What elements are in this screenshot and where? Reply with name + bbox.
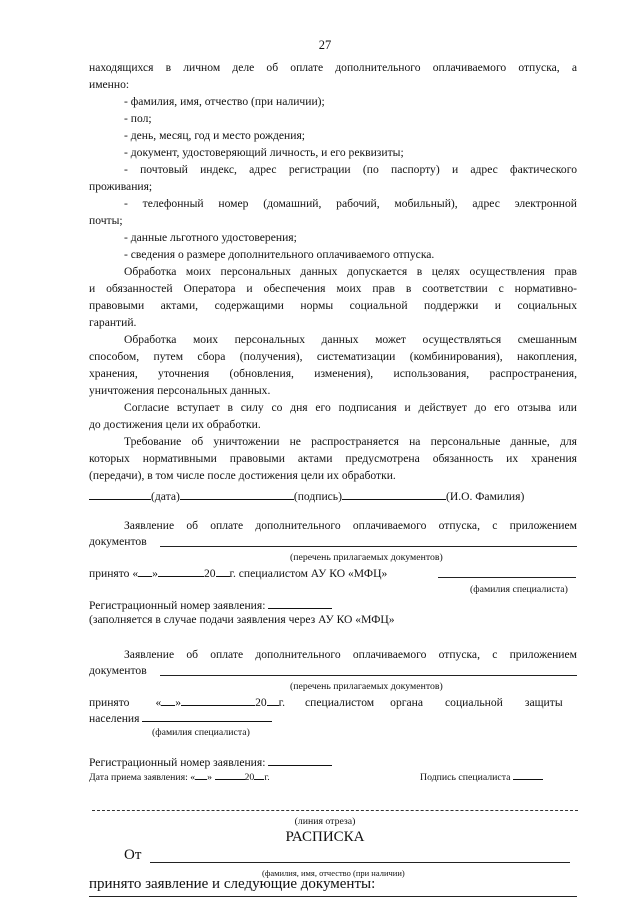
signature-blank[interactable] <box>180 488 294 500</box>
month-blank[interactable] <box>158 565 204 577</box>
name-blank[interactable] <box>342 488 446 500</box>
list-item: - почтовый индекс, адрес регистрации (по паспорту) и адрес фактического <box>124 163 577 176</box>
mfc-specialist-blank[interactable] <box>438 577 576 578</box>
year-blank[interactable] <box>216 565 230 577</box>
day-blank[interactable] <box>195 770 207 780</box>
list-item: - документ, удостоверяющий личность, и его реквизиты; <box>124 146 404 159</box>
paragraph-line: Согласие вступает в силу со дня его подписания и действует до его отзыва или <box>124 401 577 414</box>
year-blank[interactable] <box>254 770 264 780</box>
list-item: - данные льготного удостоверения; <box>124 231 297 244</box>
cut-line-label: (линия отреза) <box>294 816 356 827</box>
paragraph-line: правовыми актами, содержащими нормы социальной поддержки и социальных <box>89 299 577 312</box>
paragraph-line: которых нормативными правовыми актами предусмотрена обязанность их хранения <box>89 452 577 465</box>
mfc-specialist-hint: (фамилия специалиста) <box>470 584 568 595</box>
paragraph-line: гарантий. <box>89 316 137 329</box>
paragraph-line: Обработка моих персональных данных может осуществляться смешанным <box>124 333 577 346</box>
social-population: населения <box>89 710 272 726</box>
social-statement: Заявление об оплате дополнительного оплачиваемого отпуска, с приложением <box>124 648 577 661</box>
social-accepted-line: принято « » 20 г. специалистом органа социальной защиты <box>89 696 563 709</box>
list-item: - день, месяц, год и место рождения; <box>124 129 306 142</box>
receipt-from: От <box>124 847 142 863</box>
month-blank[interactable] <box>181 694 255 706</box>
receipt-date-line: Дата приема заявления: « » 20 г. <box>89 772 270 783</box>
paragraph-line: до достижения цели их обработки. <box>89 418 261 431</box>
reg-number-blank[interactable] <box>268 597 332 609</box>
mfc-accepted-line: принято « » 20 г. специалистом АУ КО «МФЦ» <box>89 567 388 580</box>
name-label: (И.О. Фамилия) <box>445 490 525 503</box>
social-documents-blank[interactable] <box>160 675 577 676</box>
receipt-title: РАСПИСКА <box>285 829 365 845</box>
social-documents: документов <box>89 664 147 677</box>
mfc-reg-note: (заполняется в случае подачи заявления через АУ КО «МФЦ» <box>89 613 395 626</box>
social-specialist-hint: (фамилия специалиста) <box>152 727 250 738</box>
signature-line <box>89 488 579 504</box>
social-documents-hint: (перечень прилагаемых документов) <box>290 681 443 692</box>
mfc-documents-hint: (перечень прилагаемых документов) <box>290 552 443 563</box>
signature-blank[interactable] <box>513 770 543 780</box>
date-label: (дата) <box>151 490 180 503</box>
reg-number-blank[interactable] <box>268 754 332 766</box>
mfc-documents-blank[interactable] <box>160 546 577 547</box>
paragraph-line: хранения, уточнения (обновления, изменения), использования, распространения, <box>89 367 577 380</box>
paragraph-line: уничтожения персональных данных. <box>89 384 271 397</box>
specialist-signature: Подпись специалиста <box>420 770 543 785</box>
list-item: - сведения о размере дополнительного оплачиваемого отпуска. <box>124 248 435 261</box>
month-blank[interactable] <box>215 770 245 780</box>
paragraph-line: (передачи), в том числе после достижения цели их обработки. <box>89 469 396 482</box>
list-item: - фамилия, имя, отчество (при наличии); <box>124 95 325 108</box>
paragraph-line: способом, путем сбора (получения), систематизации (комбинирования), накопления, <box>89 350 577 363</box>
receipt-docs-blank[interactable] <box>89 896 577 897</box>
mfc-statement: Заявление об оплате дополнительного оплачиваемого отпуска, с приложением <box>124 519 577 532</box>
day-blank[interactable] <box>161 694 175 706</box>
date-blank[interactable] <box>89 488 151 500</box>
receipt-fio-hint: (фамилия, имя, отчество (при наличии) <box>262 868 405 878</box>
list-item: проживания; <box>89 180 153 193</box>
intro-line: именно: <box>89 78 130 91</box>
paragraph-line: Требование об уничтожении не распространяется на персональные данные, для <box>124 435 577 448</box>
list-item: почты; <box>89 214 123 227</box>
social-specialist-blank[interactable] <box>142 710 272 722</box>
cut-line <box>92 810 578 811</box>
receipt-fio-blank[interactable] <box>150 862 570 863</box>
list-item: - телефонный номер (домашний, рабочий, мобильный), адрес электронной <box>124 197 577 210</box>
intro-line: находящихся в личном деле об оплате дополнительного оплачиваемого отпуска, а <box>89 61 577 74</box>
page-number: 27 <box>318 38 332 52</box>
receipt-accepted-docs: принято заявление и следующие документы: <box>89 876 376 892</box>
signature-label: (подпись) <box>293 490 342 503</box>
social-reg-number: Регистрационный номер заявления: <box>89 754 332 770</box>
list-item: - пол; <box>124 112 152 125</box>
paragraph-line: Обработка моих персональных данных допускается в целях осуществления прав <box>124 265 577 278</box>
year-blank[interactable] <box>267 694 279 706</box>
day-blank[interactable] <box>138 565 152 577</box>
mfc-reg-number: Регистрационный номер заявления: <box>89 597 332 613</box>
paragraph-line: и обязанностей Оператора и обеспечения моих прав в соответствии с нормативно- <box>89 282 577 295</box>
mfc-documents: документов <box>89 535 147 548</box>
